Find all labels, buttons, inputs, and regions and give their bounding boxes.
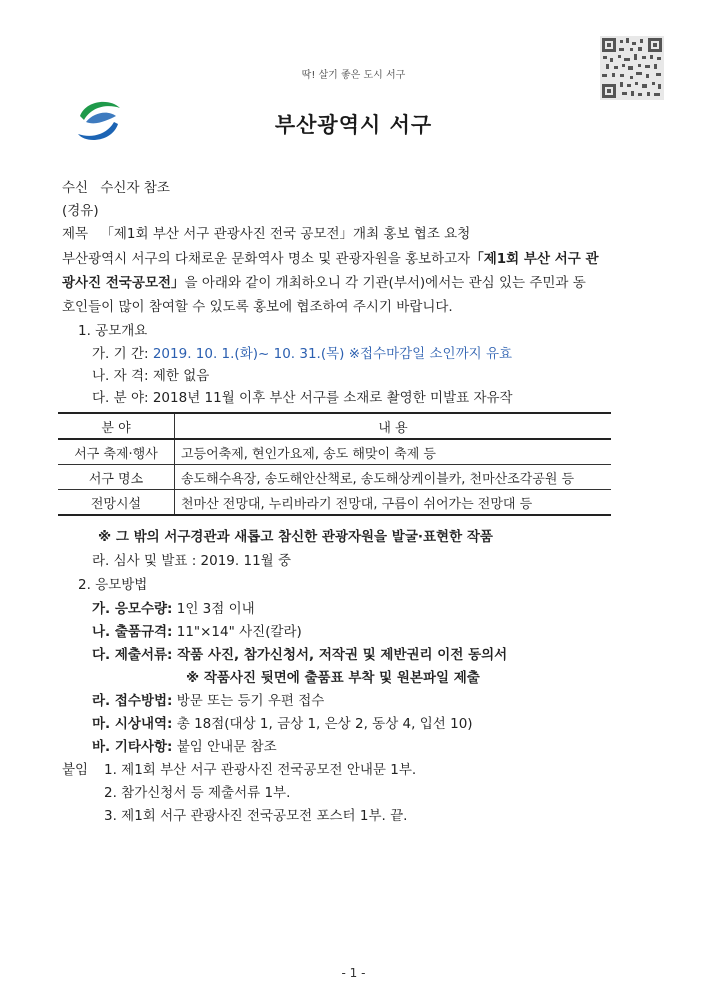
table-header-content: 내 용 bbox=[175, 413, 612, 439]
table-cell-content: 송도해수욕장, 송도해안산책로, 송도해상케이블카, 천마산조각공원 등 bbox=[175, 465, 612, 490]
intro-event-name-b: 광사진 전국공모전」 bbox=[62, 275, 185, 291]
qualification-line bbox=[92, 364, 209, 384]
table-header-category: 분 야 bbox=[58, 413, 175, 439]
via-line: (경유) bbox=[62, 203, 99, 219]
field-label: 다. 분 야: bbox=[92, 390, 149, 406]
section2-title: 2. 응모방법 bbox=[78, 577, 148, 593]
recipient-label: 수신 bbox=[62, 180, 89, 196]
table-row bbox=[58, 490, 611, 516]
section1-title: 1. 공모개요 bbox=[78, 323, 148, 339]
qualification-value: 제한 없음 bbox=[152, 368, 210, 384]
attachment-item: 2. 참가신청서 등 제출서류 1부. bbox=[104, 785, 291, 801]
slogan: 딱! 살기 좋은 도시 서구 bbox=[301, 70, 406, 81]
period-value: 2019. 10. 1.(화)~ 10. 31.(목) ※접수마감일 소인까지 유효 bbox=[152, 346, 513, 362]
application-item-label: 라. 접수방법: bbox=[92, 693, 173, 709]
application-item-value: 11"×14" 사진(칼라) bbox=[176, 624, 302, 640]
application-item-label: 바. 기타사항: bbox=[92, 739, 173, 755]
table-row bbox=[58, 439, 611, 465]
application-item bbox=[92, 735, 277, 755]
application-item-value: 총 18점(대상 1, 금상 1, 은상 2, 동상 4, 입선 10) bbox=[176, 716, 473, 732]
page-number: - 1 - bbox=[341, 966, 366, 980]
intro-text-2b: 을 아래와 같이 개최하오니 각 기관(부서)에서는 관심 있는 주민과 동 bbox=[184, 275, 586, 291]
application-item-label: 나. 출품규격: bbox=[92, 624, 173, 640]
table-cell-content: 고등어축제, 현인가요제, 송도 해맞이 축제 등 bbox=[175, 439, 612, 465]
qualification-label: 나. 자 격: bbox=[92, 368, 149, 384]
intro-line-1 bbox=[62, 247, 599, 267]
application-item-value: 작품 사진, 참가신청서, 저작권 및 제반권리 이전 동의서 bbox=[177, 647, 508, 663]
submission-note: ※ 작품사진 뒷면에 출품표 부착 및 원본파일 제출 bbox=[186, 670, 480, 686]
application-item-label: 가. 응모수량: bbox=[92, 601, 173, 617]
attachment-item: 1. 제1회 부산 서구 관광사진 전국공모전 안내문 1부. bbox=[104, 762, 417, 778]
application-item-value: 방문 또는 등기 우편 접수 bbox=[176, 693, 325, 709]
table-cell-category: 서구 명소 bbox=[58, 465, 175, 490]
application-item bbox=[92, 597, 255, 617]
intro-line-2 bbox=[62, 271, 586, 291]
application-item-label: 마. 시상내역: bbox=[92, 716, 173, 732]
application-item bbox=[92, 712, 473, 732]
table-cell-content: 천마산 전망대, 누리바라기 전망대, 구름이 쉬어가는 전망대 등 bbox=[175, 490, 612, 516]
application-item bbox=[92, 620, 302, 640]
period-label: 가. 기 간: bbox=[92, 346, 149, 362]
subject-line bbox=[62, 222, 470, 242]
organization-name: 부산광역시 서구 bbox=[274, 113, 433, 137]
application-item-label: 다. 제출서류: bbox=[92, 647, 173, 663]
table-cell-category: 서구 축제·행사 bbox=[58, 439, 175, 465]
other-works-note: ※ 그 밖의 서구경관과 새롭고 참신한 관광자원을 발굴·표현한 작품 bbox=[98, 529, 493, 545]
field-line bbox=[92, 386, 513, 406]
field-value: 2018년 11월 이후 부산 서구를 소재로 촬영한 미발표 자유작 bbox=[152, 390, 513, 406]
application-item bbox=[92, 689, 324, 709]
intro-line-3: 호인들이 많이 참여할 수 있도록 홍보에 협조하여 주시기 바랍니다. bbox=[62, 299, 453, 315]
table-row bbox=[58, 465, 611, 490]
category-table bbox=[58, 412, 611, 516]
subject-label: 제목 bbox=[62, 226, 89, 242]
qr-code-icon bbox=[600, 36, 664, 100]
application-item bbox=[92, 643, 507, 663]
attachments-label: 붙임 bbox=[62, 762, 89, 778]
recipient-value: 수신자 참조 bbox=[100, 180, 170, 196]
intro-event-name-a: 「제1회 부산 서구 관 bbox=[470, 251, 599, 267]
judging-line: 라. 심사 및 발표 : 2019. 11월 중 bbox=[92, 553, 292, 569]
table-header-row bbox=[58, 413, 611, 439]
period-line bbox=[92, 342, 512, 362]
intro-text-1a: 부산광역시 서구의 다채로운 문화역사 명소 및 관광자원을 홍보하고자 bbox=[62, 251, 471, 267]
subject-value: 「제1회 부산 서구 관광사진 전국 공모전」개최 홍보 협조 요청 bbox=[100, 226, 471, 242]
recipient-line bbox=[62, 176, 170, 196]
application-item-value: 1인 3점 이내 bbox=[176, 601, 255, 617]
attachment-item: 3. 제1회 서구 관광사진 전국공모전 포스터 1부. 끝. bbox=[104, 808, 408, 824]
table-cell-category: 전망시설 bbox=[58, 490, 175, 516]
application-item-value: 붙임 안내문 참조 bbox=[176, 739, 277, 755]
